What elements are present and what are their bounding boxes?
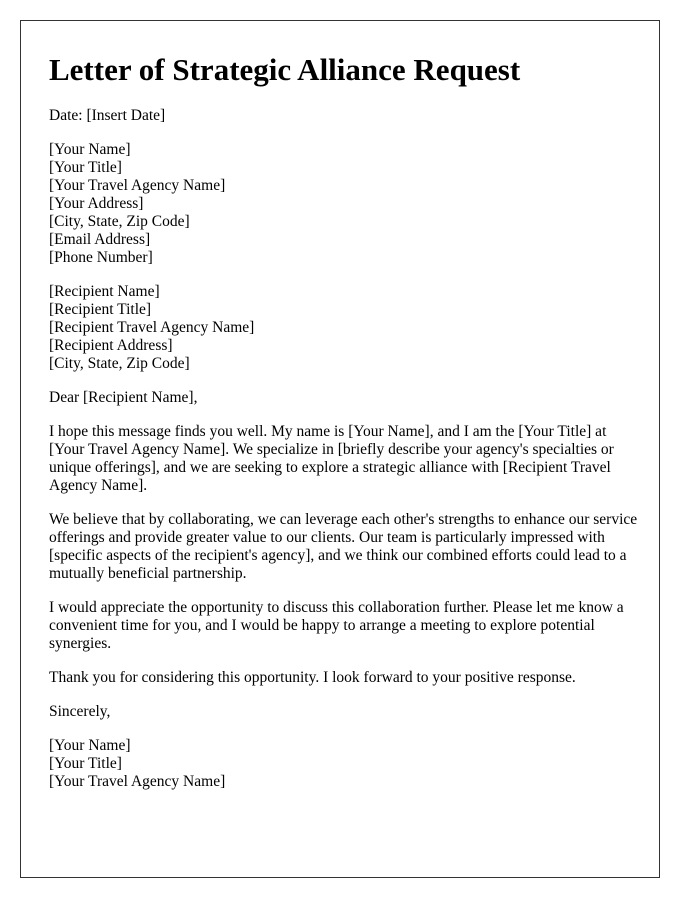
body-paragraph-collaboration: We believe that by collaborating, we can leverage each other's strengths to enhance our service offerings and provide greater value to our clients. Our team is particularly impressed with [specific aspects of the recipient's agency], and we think our combined efforts could lead to a mutually beneficial partnership. — [49, 511, 638, 582]
recipient-address-block — [49, 283, 639, 373]
signature-agency: [Your Travel Agency Name] — [49, 773, 226, 790]
closing: Sincerely, — [49, 703, 111, 720]
body-paragraph-meeting: I would appreciate the opportunity to discuss this collaboration further. Please let me know a convenient time for you, and I would be happy to arrange a meeting to explore potential synergies. — [49, 599, 624, 652]
date-line: Date: [Insert Date] — [49, 107, 166, 124]
signature-name: [Your Name] — [49, 737, 131, 754]
recipient-name: [Recipient Name] — [49, 283, 160, 300]
sender-phone: [Phone Number] — [49, 249, 153, 266]
body-paragraph-thanks: Thank you for considering this opportunity. I look forward to your positive response. — [49, 669, 576, 686]
sender-city-state-zip: [City, State, Zip Code] — [49, 213, 190, 230]
letter-page — [20, 20, 660, 878]
letter-content — [49, 51, 639, 791]
sender-name: [Your Name] — [49, 141, 131, 158]
letter-body — [49, 423, 639, 687]
signature-block — [49, 737, 639, 791]
recipient-agency: [Recipient Travel Agency Name] — [49, 319, 255, 336]
letter-title: Letter of Strategic Alliance Request — [49, 52, 521, 87]
sender-address: [Your Address] — [49, 195, 144, 212]
body-paragraph-intro: I hope this message finds you well. My name is [Your Name], and I am the [Your Title] at [Your Travel Agency Name]. We specialize in [briefly describe your agency's specialties or unique offerings], and we are seeking to explore a strategic alliance with [Recipient Travel Agency Name]. — [49, 423, 614, 494]
salutation: Dear [Recipient Name], — [49, 389, 198, 406]
recipient-title: [Recipient Title] — [49, 301, 152, 318]
recipient-address: [Recipient Address] — [49, 337, 173, 354]
sender-email: [Email Address] — [49, 231, 151, 248]
sender-address-block — [49, 141, 639, 267]
recipient-city-state-zip: [City, State, Zip Code] — [49, 355, 190, 372]
sender-agency: [Your Travel Agency Name] — [49, 177, 226, 194]
signature-title: [Your Title] — [49, 755, 122, 772]
sender-title: [Your Title] — [49, 159, 122, 176]
